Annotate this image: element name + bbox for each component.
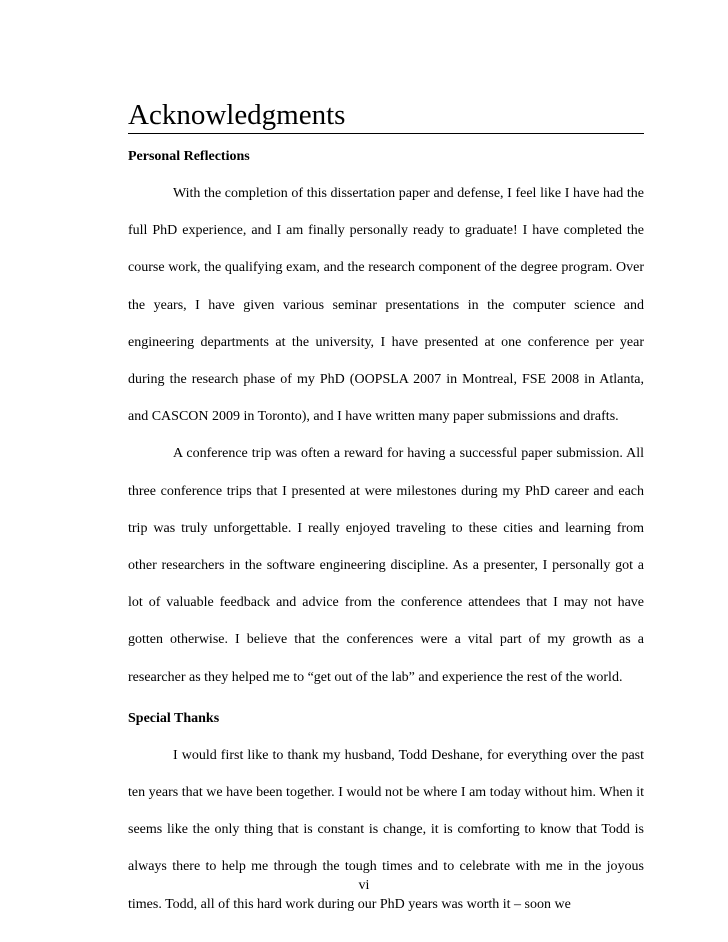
paragraph: With the completion of this dissertation paper and defense, I feel like I have had the full PhD experience, and I am finally personally ready to graduate! I have completed the course work, the qualifying exam, and the research component of the degree program. Over the years, I have given various seminar presentations in the computer science and engineering departments at the university, I have presented at one conference per year during the research phase of my PhD (OOPSLA 2007 in Montreal, FSE 2008 in Atlanta, and CASCON 2009 in Toronto), and I have written many paper submissions and drafts. (128, 186, 644, 425)
section-heading-special-thanks: Special Thanks (128, 710, 220, 726)
page-content (128, 98, 644, 923)
paragraph: A conference trip was often a reward for having a successful paper submission. All three conference trips that I presented at were milestones during my PhD career and each trip was truly unforgettable. I really enjoyed traveling to these cities and learning from other researchers in the software engineering discipline. As a presenter, I personally got a lot of valuable feedback and advice from the conference attendees that I may not have gotten otherwise. I believe that the conferences were a vital part of my growth as a researcher as they helped me to “get out of the lab” and experience the rest of the world. (128, 446, 644, 685)
section-heading-personal-reflections: Personal Reflections (128, 149, 250, 164)
chapter-title: Acknowledgments (128, 98, 644, 134)
paragraph: I would first like to thank my husband, Todd Deshane, for everything over the past ten years that we have been together. I would not be where I am today without him. When it seems like the only thing that is constant is change, it is comforting to know that Todd is always there to help me through the tough times and to celebrate with me in the joyous times. Todd, all of this hard work during our PhD years was worth it – soon we (128, 747, 644, 912)
page-number: vi (358, 878, 370, 893)
